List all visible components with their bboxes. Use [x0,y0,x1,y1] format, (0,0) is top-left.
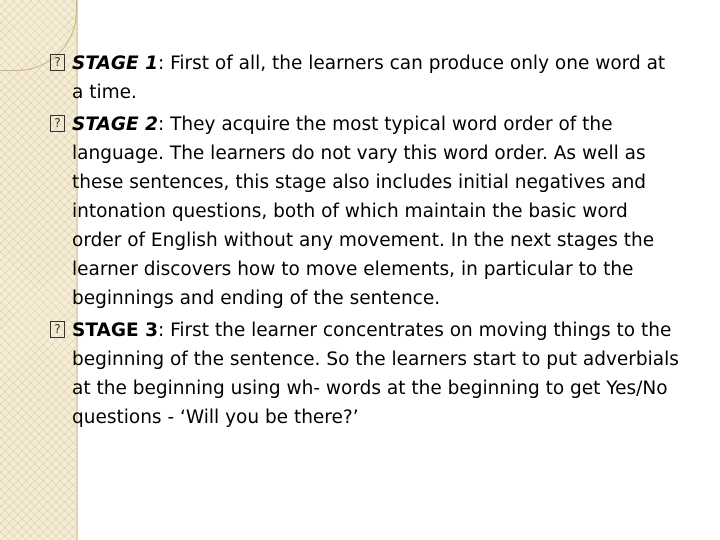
stage-2-item [50,110,680,313]
stage-3-heading: STAGE 3 [72,320,158,341]
stage-3-item [50,316,680,432]
bullet-box-icon: ? [50,115,65,132]
stage-2-text: : They acquire the most typical word order of the language. The learners do not vary this word order. As well as these sentences, this stage also includes initial negatives and intonation questions, both of which maintain the basic word order of English without any movement. In the next stages the learner discovers how to move elements, in particular to the beginnings and ending of the sentence. [72,114,655,309]
stage-2-heading: STAGE 2 [72,114,158,135]
stage-1-heading: STAGE 1 [72,53,158,74]
stage-3-text: : First the learner concentrates on moving things to the beginning of the sentence. So the learners start to put adverbials at the beginning using wh- words at the beginning to get Yes/No questions - ‘Will you be there?’ [72,320,679,428]
slide-content [50,49,680,435]
stage-1-text: : First of all, the learners can produce only one word at a time. [72,53,666,103]
stage-1-item [50,49,680,107]
bullet-box-icon: ? [50,321,65,338]
bullet-box-icon: ? [50,54,65,71]
